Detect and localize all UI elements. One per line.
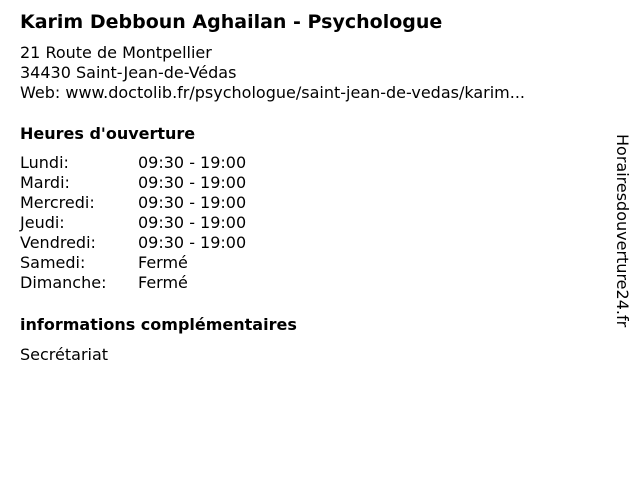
day-label: Dimanche:	[20, 273, 107, 292]
day-label: Vendredi:	[20, 233, 96, 252]
time-value: 09:30 - 19:00	[138, 233, 247, 252]
day-label: Mercredi:	[20, 193, 95, 212]
address-block	[20, 43, 525, 103]
time-value: 09:30 - 19:00	[138, 213, 247, 232]
additional-info-text: Secrétariat	[20, 345, 109, 364]
time-value: Fermé	[138, 253, 188, 272]
hours-row-tuesday	[20, 173, 320, 193]
day-label: Mardi:	[20, 173, 70, 192]
hours-row-thursday	[20, 213, 320, 233]
website-line[interactable]: Web: www.doctolib.fr/psychologue/saint-jean-de-vedas/karim...	[20, 83, 526, 102]
page-title: Karim Debboun Aghailan - Psychologue	[20, 11, 443, 33]
address-city: 34430 Saint-Jean-de-Védas	[20, 63, 237, 82]
hours-row-wednesday	[20, 193, 320, 213]
day-label: Lundi:	[20, 153, 69, 172]
address-street: 21 Route de Montpellier	[20, 43, 212, 62]
opening-hours-heading: Heures d'ouverture	[20, 124, 196, 143]
day-label: Jeudi:	[20, 213, 65, 232]
time-value: 09:30 - 19:00	[138, 193, 247, 212]
time-value: 09:30 - 19:00	[138, 153, 247, 172]
time-value: 09:30 - 19:00	[138, 173, 247, 192]
hours-row-friday	[20, 233, 320, 253]
opening-hours-table	[20, 153, 320, 293]
additional-info-heading: informations complémentaires	[20, 315, 297, 334]
day-label: Samedi:	[20, 253, 86, 272]
time-value: Fermé	[138, 273, 188, 292]
watermark-text: Horairesdouverture24.fr	[613, 134, 632, 328]
hours-row-monday	[20, 153, 320, 173]
hours-row-saturday	[20, 253, 320, 273]
watermark	[612, 134, 634, 344]
hours-row-sunday	[20, 273, 320, 293]
